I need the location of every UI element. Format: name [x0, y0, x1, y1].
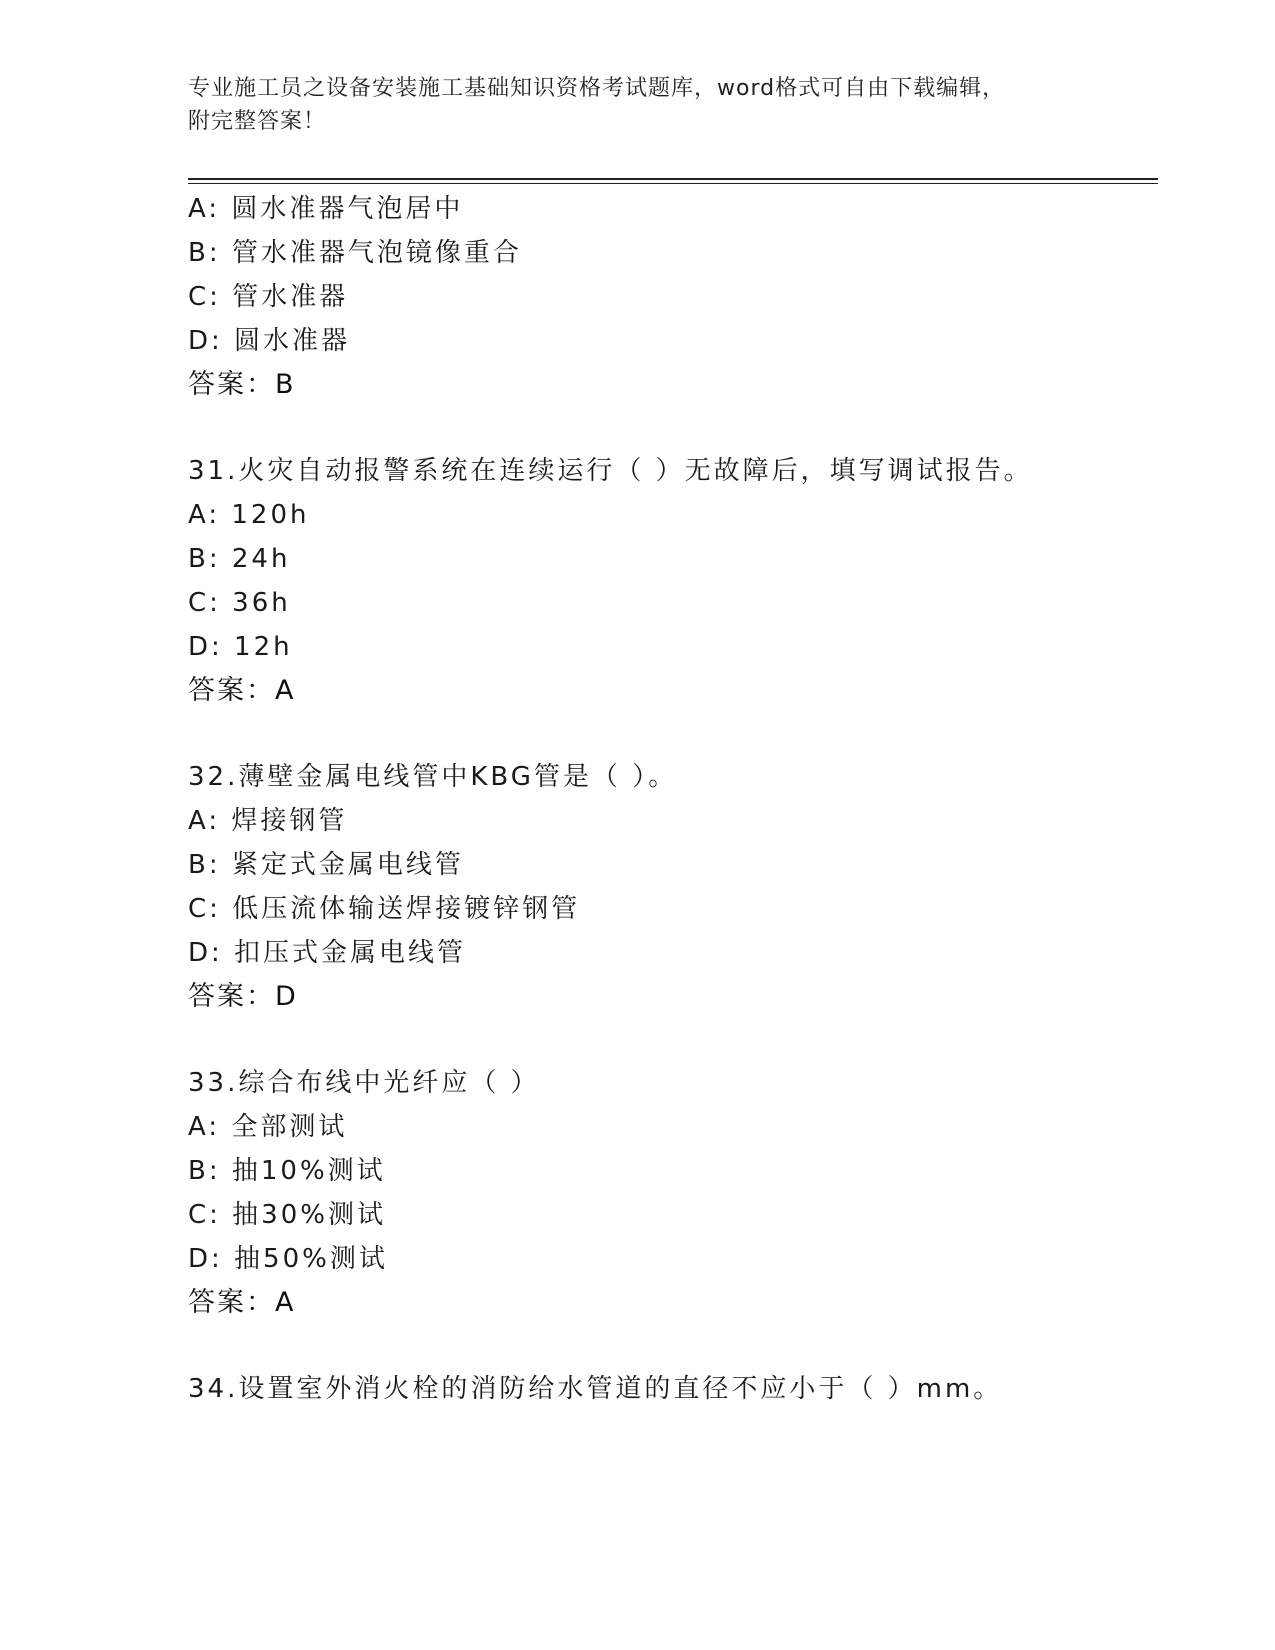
option-c: C: 低压流体输送焊接镀锌钢管	[188, 894, 581, 924]
option-d: D: 12h	[188, 632, 293, 662]
document-header	[188, 72, 1088, 138]
question-31-stem: 31.火灾自动报警系统在连续运行（ ）无故障后，填写调试报告。	[188, 456, 1033, 486]
option-b: B: 紧定式金属电线管	[188, 850, 464, 880]
option-c: C: 36h	[188, 588, 291, 618]
option-a: A: 圆水准器气泡居中	[188, 194, 464, 224]
option-c: C: 抽30%测试	[188, 1200, 386, 1230]
option-d: D: 扣压式金属电线管	[188, 938, 467, 968]
header-line-1: 专业施工员之设备安装施工基础知识资格考试题库，word格式可自由下载编辑，	[188, 76, 1006, 101]
option-a: A: 焊接钢管	[188, 806, 348, 836]
question-32-stem: 32.薄壁金属电线管中KBG管是（ ）。	[188, 762, 678, 792]
option-a: A: 全部测试	[188, 1112, 348, 1142]
answer: 答案：B	[188, 369, 296, 400]
option-b: B: 管水准器气泡镜像重合	[188, 238, 522, 268]
header-divider-thin	[188, 183, 1158, 184]
option-d: D: 抽50%测试	[188, 1244, 388, 1274]
header-divider-thick	[188, 178, 1158, 180]
option-d: D: 圆水准器	[188, 326, 351, 356]
answer: 答案：A	[188, 675, 296, 706]
answer: 答案：D	[188, 981, 298, 1012]
option-c: C: 管水准器	[188, 282, 349, 312]
option-b: B: 24h	[188, 544, 291, 574]
answer: 答案：A	[188, 1287, 296, 1318]
option-b: B: 抽10%测试	[188, 1156, 386, 1186]
header-line-2: 附完整答案！	[188, 109, 327, 134]
question-34-stem: 34.设置室外消火栓的消防给水管道的直径不应小于（ ）mm。	[188, 1374, 1003, 1404]
question-33-stem: 33.综合布线中光纤应（ ）	[188, 1068, 540, 1098]
option-a: A: 120h	[188, 500, 310, 530]
